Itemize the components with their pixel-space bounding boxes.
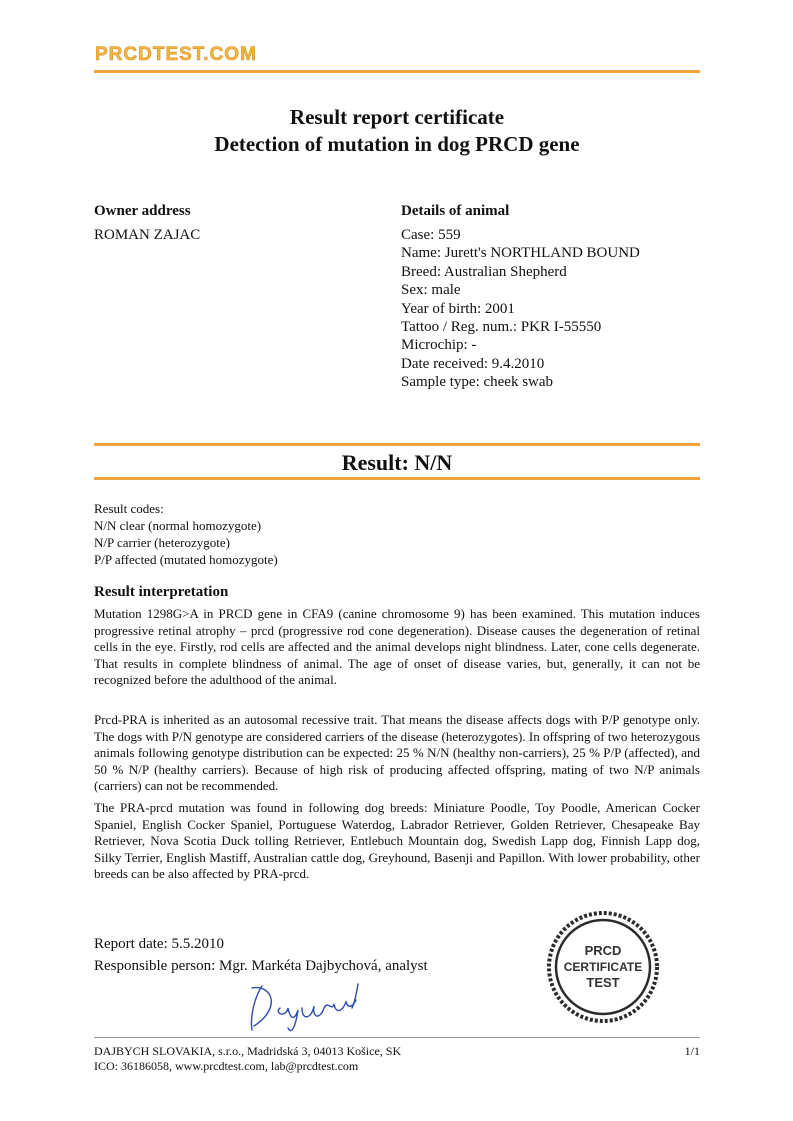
interpretation-heading: Result interpretation <box>94 584 229 600</box>
animal-tattoo: Tattoo / Reg. num.: PKR I-55550 <box>401 319 602 336</box>
result-value: Result: N/N <box>341 450 453 475</box>
stamp-line-1: PRCD <box>584 943 622 958</box>
animal-sex: Sex: male <box>401 282 461 299</box>
footer-contacts: ICO: 36186058, www.prcdtest.com, lab@prcdtest.com <box>94 1059 359 1073</box>
title-line-2: Detection of mutation in dog PRCD gene <box>214 132 580 156</box>
code-pp: P/P affected (mutated homozygote) <box>94 552 278 567</box>
animal-details <box>401 226 640 392</box>
report-date: Report date: 5.5.2010 <box>94 936 224 952</box>
interpretation-paragraph-2: Prcd-PRA is inherited as an autosomal recessive trait. That means the disease affects dogs with P/P genotype only. The dogs with P/N genotype are considered carriers of the disease (heterozygotes). In offspring of two heterozygous animals following genotype distribution can be expected: 25 % N/N (healthy non-carriers), 25 % P/P (affected), and 50 % N/P (healthy carriers). Because of high risk of producing affected offspring, mating of two N/P animals (carriers) can not be recommended. <box>94 712 700 793</box>
footer <box>94 1044 401 1074</box>
animal-year: Year of birth: 2001 <box>401 300 515 317</box>
code-np: N/P carrier (heterozygote) <box>94 535 230 550</box>
animal-name: Name: Jurett's NORTHLAND BOUND <box>401 245 640 262</box>
owner-name: ROMAN ZAJAC <box>94 227 201 243</box>
page-title <box>94 104 700 158</box>
animal-date-received: Date received: 9.4.2010 <box>401 355 545 372</box>
report-block <box>94 933 428 977</box>
header-rule <box>94 70 700 73</box>
title-line-1: Result report certificate <box>289 105 505 129</box>
result-rule-bottom <box>94 477 700 480</box>
animal-microchip: Microchip: - <box>401 337 477 354</box>
interpretation-paragraph-3: The PRA-prcd mutation was found in following dog breeds: Miniature Poodle, Toy Poodle, American Cocker Spaniel, English Cocker Spaniel, Portuguese Waterdog, Labrador Retriever, Golden Retriever, Chesapeake Bay Retriever, Nova Scotia Duck tolling Retriever, Entlebuch Mountain dog, Swedish Lapp dog, Finnish Lapp dog, Silky Terrier, English Mastiff, Australian cattle dog, Greyhound, Basenji and Papillon. With lower probability, other breeds can be also affected by PRA-prcd. <box>94 800 700 881</box>
animal-heading: Details of animal <box>401 203 510 219</box>
certificate-stamp-icon <box>546 910 660 1024</box>
footer-rule <box>94 1037 700 1038</box>
logo: PRCDTEST.COM <box>95 44 257 65</box>
owner-heading: Owner address <box>94 203 191 219</box>
interpretation-paragraph-1: Mutation 1298G>A in PRCD gene in CFA9 (canine chromosome 9) has been examined. This mutation induces progressive retinal atrophy – prcd (progressive rod cone degeneration). Disease causes the degeneration of retinal cells in the eye. Firstly, rod cells are affected and the animal develops night blindness. Later, cone cells degenerate. That results in complete blindness of animal. The age of onset of disease varies, but, generally, it can not be recognized before the adulthood of the animal. <box>94 606 700 687</box>
signature-icon <box>232 978 372 1036</box>
stamp-line-3: TEST <box>586 975 620 990</box>
page-number: 1/1 <box>684 1044 700 1058</box>
animal-breed: Breed: Australian Shepherd <box>401 263 567 280</box>
responsible-person: Responsible person: Mgr. Markéta Dajbychová, analyst <box>94 958 428 974</box>
stamp-line-2: CERTIFICATE <box>563 960 643 974</box>
animal-case: Case: 559 <box>401 227 461 243</box>
result-rule-top <box>94 443 700 446</box>
codes-heading: Result codes: <box>94 501 164 516</box>
result-codes <box>94 500 278 568</box>
footer-address: DAJBYCH SLOVAKIA, s.r.o., Madridská 3, 04013 Košice, SK <box>94 1044 402 1058</box>
animal-sample-type: Sample type: cheek swab <box>401 374 554 391</box>
code-nn: N/N clear (normal homozygote) <box>94 518 262 533</box>
